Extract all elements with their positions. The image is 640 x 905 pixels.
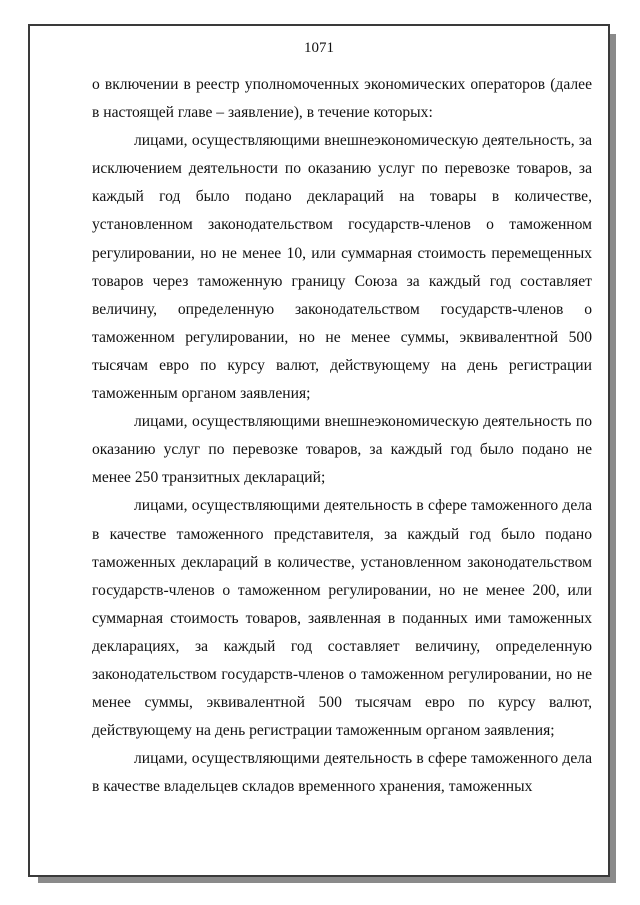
document-body (92, 71, 592, 801)
paragraph-transport-services: лицами, осуществляющими внешнеэкономическую деятельность по оказанию услуг по перевозке товаров, за каждый год было подано не менее 250 транзитных деклараций; (92, 413, 592, 487)
page-frame (28, 24, 610, 877)
paragraph-continuation: о включении в реестр уполномоченных экономических операторов (далее в настоящей главе – заявление), в течение которых: (92, 76, 592, 122)
paragraph-warehouse-owners: лицами, осуществляющими деятельность в сфере таможенного дела в качестве владельцев складов временного хранения, таможенных (92, 750, 592, 796)
paragraph-foreign-trade: лицами, осуществляющими внешнеэкономическую деятельность, за исключением деятельности по оказанию услуг по перевозке товаров, за каждый год было подано деклараций на товары в количестве, установленном законодательством государств-членов о таможенном регулировании, но не менее 10, или суммарная стоимость перемещенных товаров через таможенную границу Союза за каждый год составляет величину, определенную законодательством государств-членов о таможенном регулировании, но не менее суммы, эквивалентной 500 тысячам евро по курсу валют, действующему на день регистрации таможенным органом заявления; (92, 132, 592, 403)
paragraph-customs-representative: лицами, осуществляющими деятельность в сфере таможенного дела в качестве таможенного представителя, за каждый год было подано таможенных деклараций в количестве, установленном законодательством государств-членов о таможенном регулировании, но не менее 200, или суммарная стоимость товаров, заявленная в поданных ими таможенных декларациях, за каждый год составляет величину, определенную законодательством государств-членов о таможенном регулировании, но не менее суммы, эквивалентной 500 тысячам евро по курсу валют, действующему на день регистрации таможенным органом заявления; (92, 497, 592, 740)
page-number: 1071 (304, 40, 334, 56)
